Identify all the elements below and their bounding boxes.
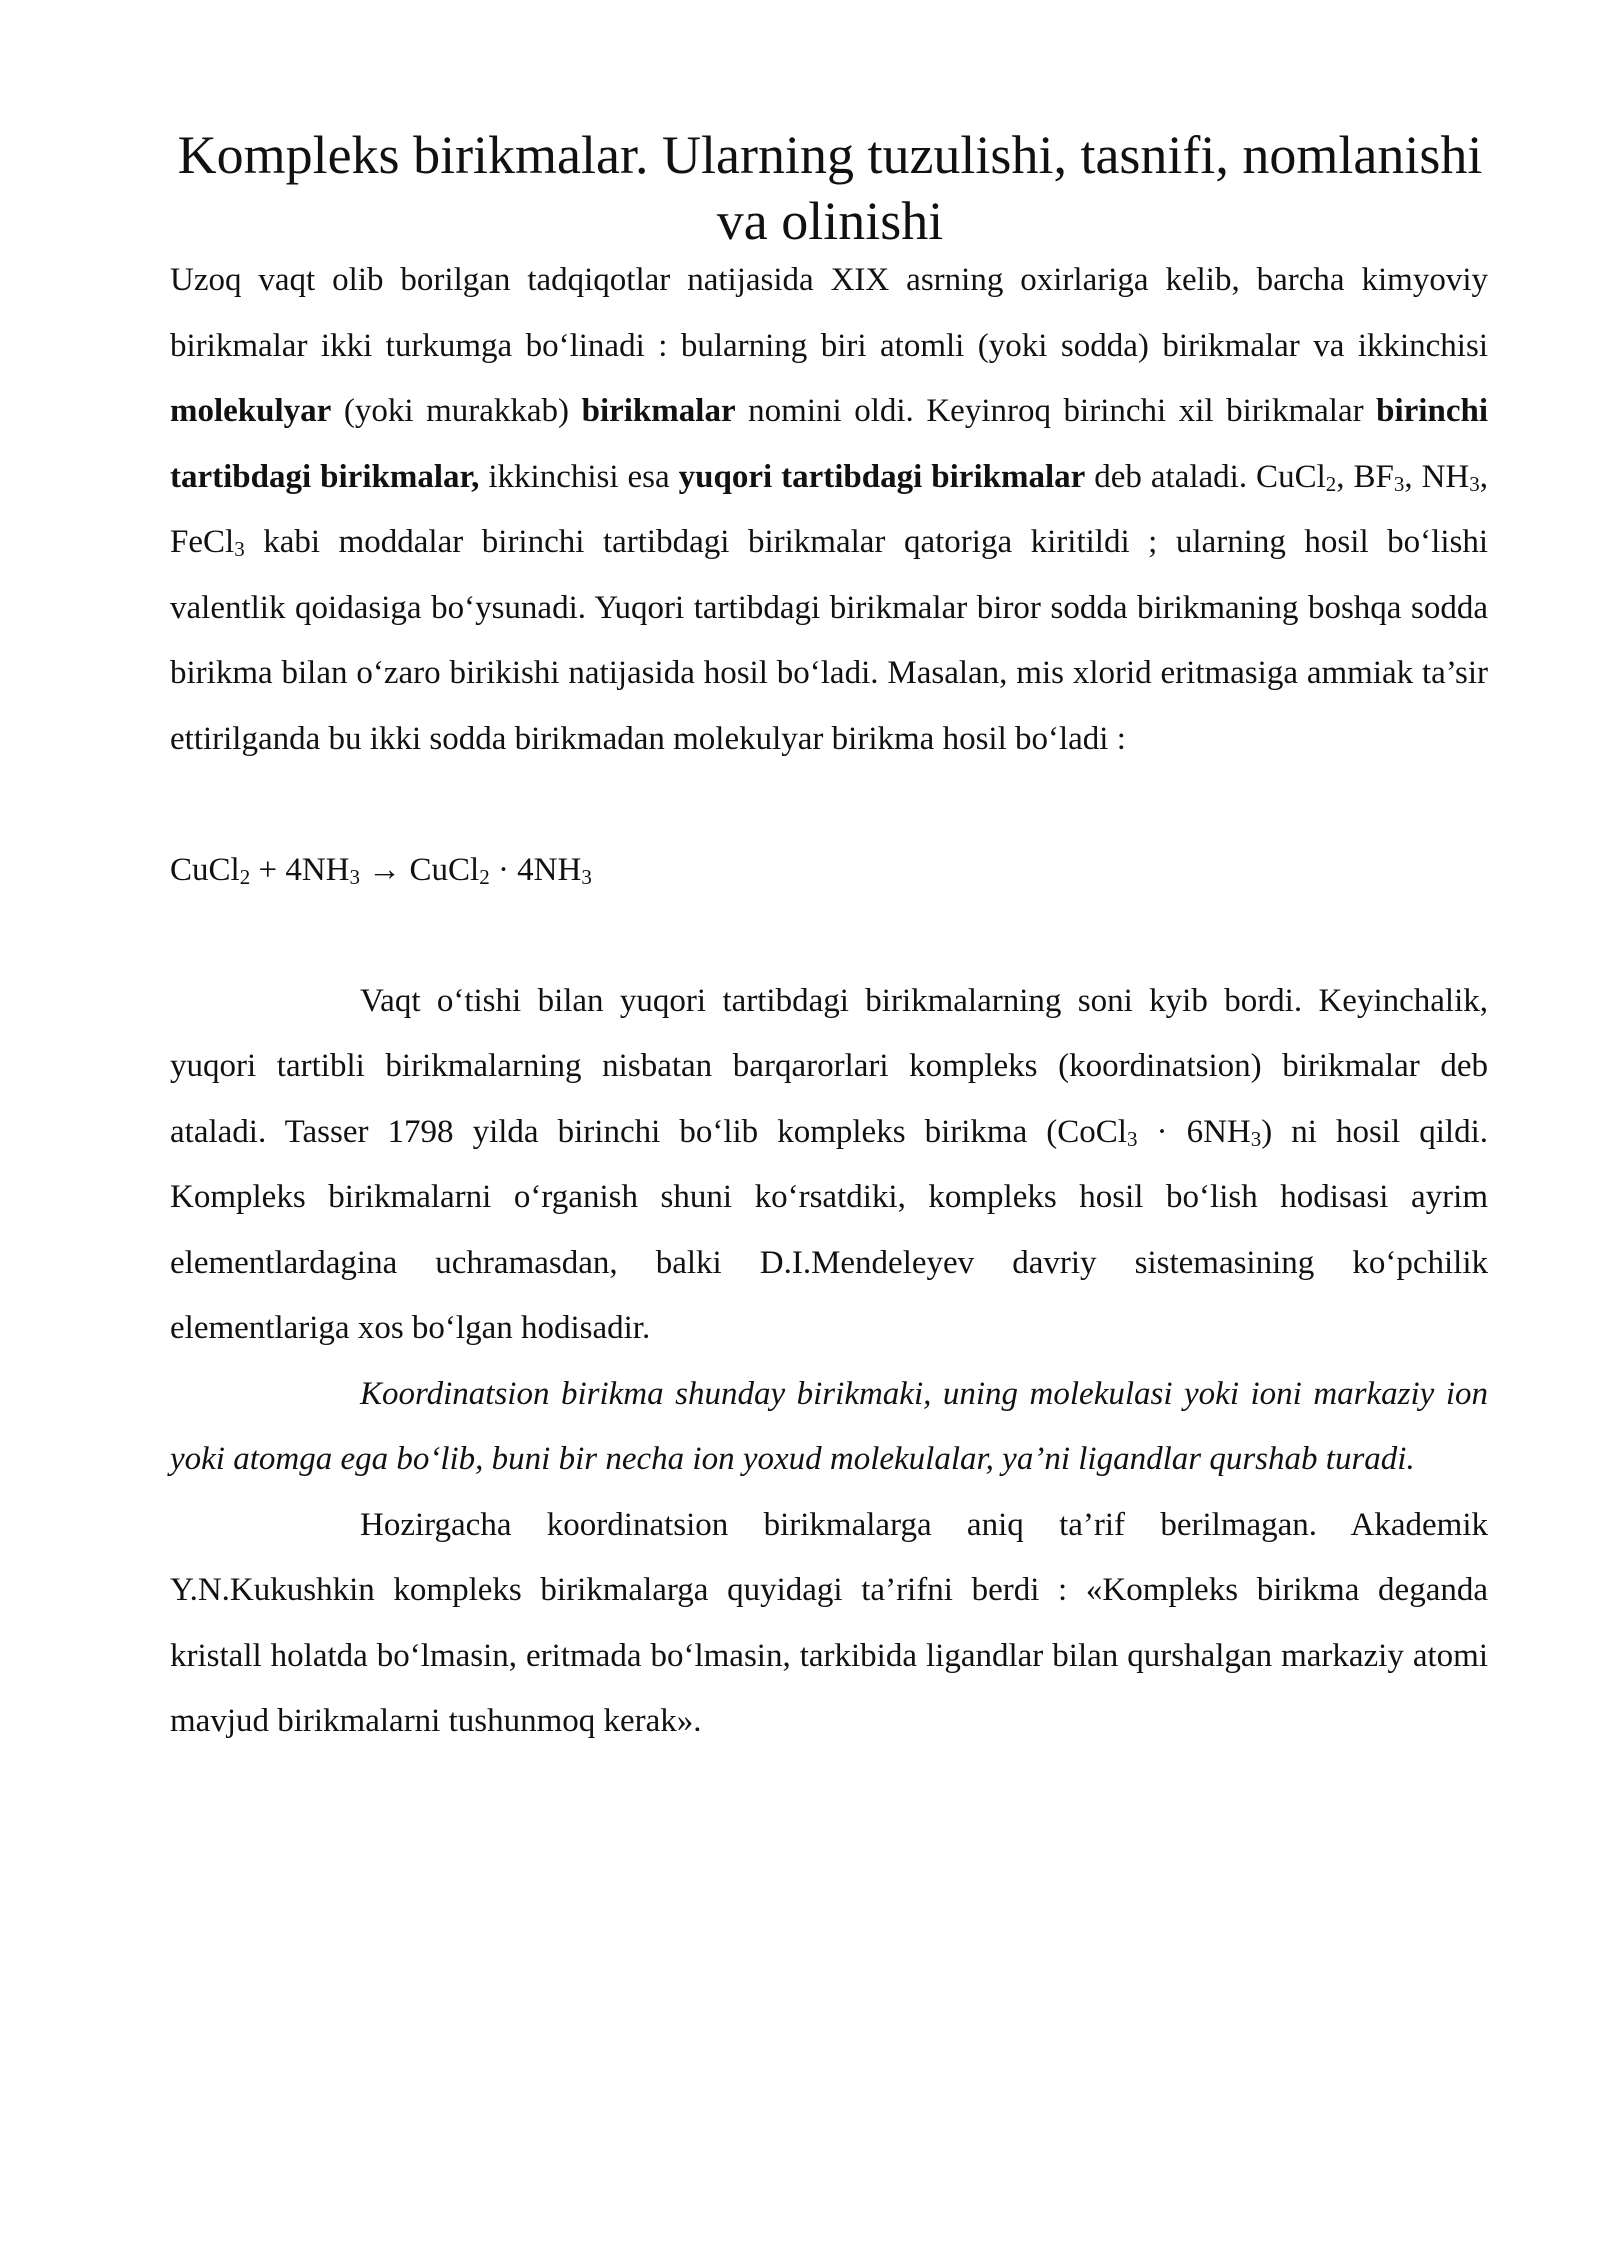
text-run: Hozirgacha koordinatsion birikmalarga aniq ta’rif berilmagan. Akademik Y.N.Kukushkin kompleks birikmalarga quyidagi ta’rifni berdi : «Kompleks birikma deganda kristall holatda bo‘lmasin, eritmada bo‘lmasin, tarkibida ligandlar bilan qurshalgan markaziy atomi mavjud birikmalarni tushunmoq kerak». [170,1506,1488,1739]
paragraph-history [170,969,1488,1362]
text-run: · 6NH [1137,1113,1251,1150]
equation-part: + 4NH [250,851,350,888]
text-run: , NH [1404,458,1470,495]
page-title: Kompleks birikmalar. Ularning tuzulishi, tasnifi, nomlanishi va olinishi [177,125,1483,251]
bold-term: molekulyar [170,393,332,429]
text-run: ikkinchisi esa [479,458,679,495]
bold-term: birinchi tartibdagi birikmalar, [170,393,1488,495]
subscript: 3 [234,537,245,561]
subscript: 3 [1393,471,1405,496]
subscript: 3 [1250,1126,1262,1151]
subscript: 3 [349,864,360,889]
paragraph-kukushkin [170,1493,1488,1755]
text-run: , FeCl [170,458,1489,560]
subscript: 3 [1469,471,1480,496]
chemical-equation [170,838,1488,904]
text-run: (yoki murakkab) [331,393,582,429]
blank-line [170,772,1488,838]
blank-line [170,903,1488,969]
text-run: kabi moddalar birinchi tartibdagi birikmalar qatoriga kiritildi ; ularning hosil bo‘lishi valentlik qoidasiga bo‘ysunadi. Yuqori tartibdagi birikmalar biror sodda birikmaning boshqa sodda birikma bilan o‘zaro birikishi natijasida hosil bo‘ladi. Masalan, mis xlorid eritmasiga ammiak ta’sir ettirilganda bu ikki sodda birikmadan molekulyar birikma hosil bo‘ladi : [170,524,1488,757]
text-run: ) ni hosil qildi. Kompleks birikmalarni o‘rganish shuni ko‘rsatdiki, kompleks hosil bo‘lish hodisasi ayrim elementlardagina uchramasdan, balki D.I.Mendeleyev davriy sistemasining ko‘pchilik elementlariga xos bo‘lgan hodisadir. [170,1113,1488,1346]
subscript: 3 [581,864,592,889]
subscript: 2 [479,864,490,889]
bold-term: yuqori tartibdagi birikmalar [678,458,1086,495]
equation-part: → CuCl [359,851,480,888]
text-run: nomini oldi. Keyinroq birinchi xil birikmalar [735,393,1377,429]
paragraph-definition [170,1362,1488,1493]
subscript: 2 [239,864,251,889]
text-run: Uzoq vaqt olib borilgan tadqiqotlar natijasida XIX asrning oxirlariga kelib, barcha kimyoviy birikmalar ikki turkumga bo‘linadi : bularning biri atomli (yoki sodda) birikmalar va ikkinchisi [170,262,1488,364]
subscript: 2 [1325,471,1337,496]
italic-definition: Koordinatsion birikma shunday birikmaki, uning molekulasi yoki ioni markaziy ion yoki atomga ega bo‘lib, buni bir necha ion yoxud molekulalar, ya’ni ligandlar qurshab turadi. [170,1375,1488,1477]
bold-term: birikmalar [581,393,736,429]
paragraph-intro [170,248,1488,772]
document-body [170,248,1488,1755]
text-run: Vaqt o‘tishi bilan yuqori tartibdagi birikmalarning soni kyib bordi. Keyinchalik, yuqori tartibli birikmalarning nisbatan barqarorlari kompleks (koordinatsion) birikmalar deb ataladi. Tasser 1798 yilda birinchi bo‘lib kompleks birikma (CoCl [170,982,1488,1150]
equation-part: · 4NH [489,851,582,888]
text-run: , BF [1336,458,1394,495]
equation-part: CuCl [170,851,240,888]
subscript: 3 [1126,1126,1138,1151]
text-run: deb ataladi. CuCl [1085,458,1326,495]
